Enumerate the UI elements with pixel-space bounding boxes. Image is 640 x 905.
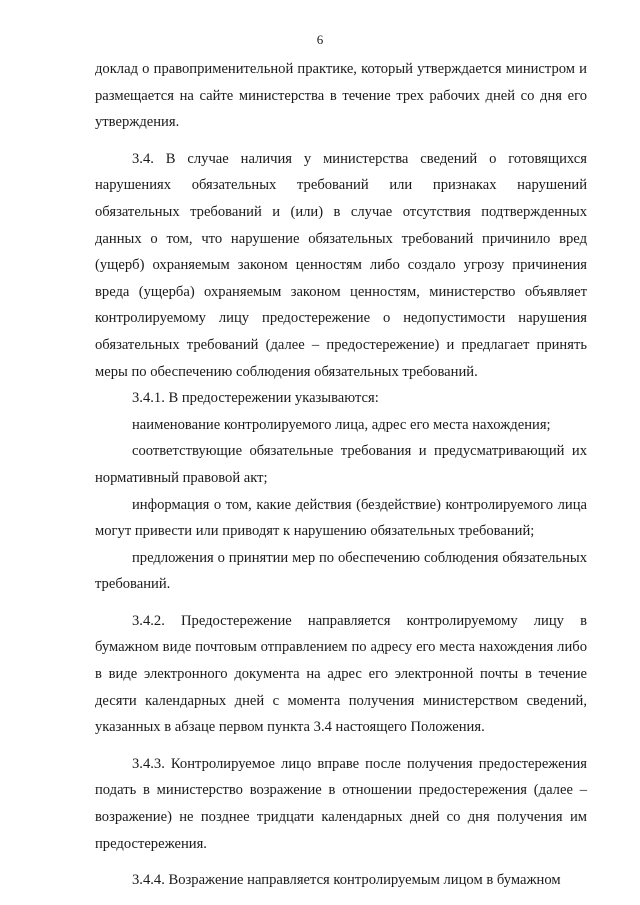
- paragraph-item-requirements: соответствующие обязательные требования и предусматривающий их нормативный правовой акт;: [95, 443, 587, 486]
- document-body: [95, 56, 587, 894]
- paragraph-item-proposals: предложения о принятии мер по обеспечению соблюдения обязательных требований.: [95, 549, 587, 593]
- paragraph-3-4-1: 3.4.1. В предостережении указываются:: [132, 390, 379, 407]
- paragraph-3-4-4: 3.4.4. Возражение направляется контролируемым лицом в бумажном: [132, 872, 561, 889]
- paragraph-3-4-2: 3.4.2. Предостережение направляется контролируемому лицу в бумажном виде почтовым отправлением по адресу его места нахождения либо в виде электронного документа на адрес его электронной почты в течение десяти календарных дней с момента получения министерством сведений, указанных в абзаце первом пункта 3.4 настоящего Положения.: [95, 612, 587, 736]
- paragraph-item-name-address: наименование контролируемого лица, адрес его места нахождения;: [132, 416, 551, 433]
- paragraph-3-4-3: 3.4.3. Контролируемое лицо вправе после получения предостережения подать в министерство возражение в отношении предостережения (далее – возражение) не позднее тридцати календарных дней со дня получения им предостережения.: [95, 755, 587, 852]
- page-number: 6: [316, 32, 324, 47]
- paragraph-item-actions: информация о том, какие действия (бездействие) контролируемого лица могут привести или приводят к нарушению обязательных требований;: [95, 496, 587, 540]
- paragraph-report-continuation: доклад о правоприменительной практике, который утверждается министром и размещается на сайте министерства в течение трех рабочих дней со дня его утверждения.: [95, 61, 587, 131]
- paragraph-3-4: 3.4. В случае наличия у министерства сведений о готовящихся нарушениях обязательных требований или признаках нарушений обязательных требований и (или) в случае отсутствия подтвержденных данных о том, что нарушение обязательных требований причинило вред (ущерб) охраняемым законом ценностям либо создало угрозу причинения вреда (ущерба) охраняемым законом ценностям, министерство объявляет контролируемому лицу предостережение о недопустимости нарушения обязательных требований (далее – предостережение) и предлагает принять меры по обеспечению соблюдения обязательных требований.: [95, 150, 587, 380]
